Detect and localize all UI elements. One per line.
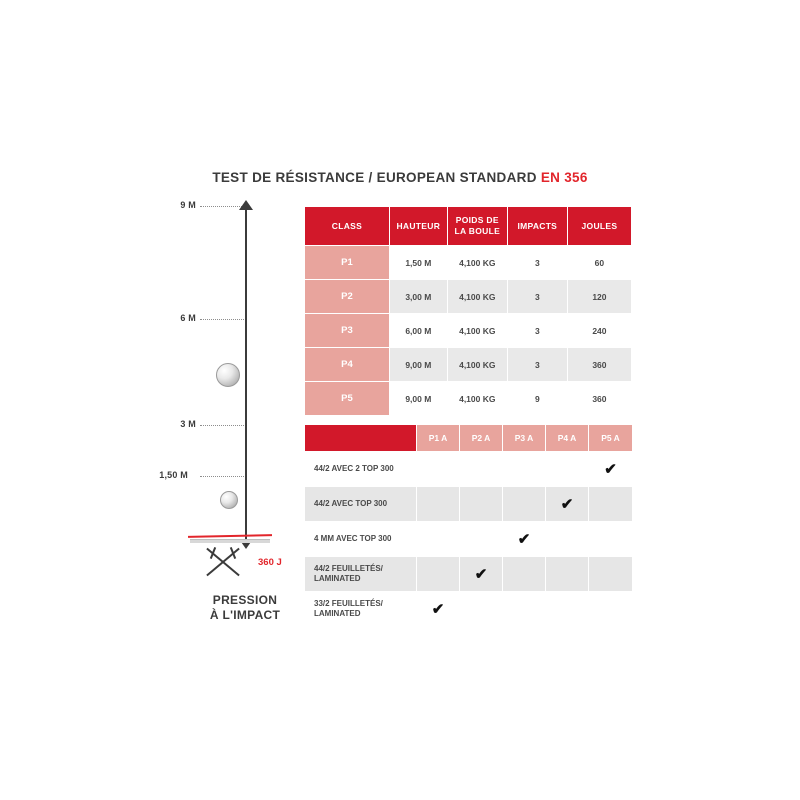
- steel-ball-small-icon: [220, 491, 238, 509]
- cell-impacts: 3: [507, 348, 567, 382]
- cell-joules: 360: [567, 348, 631, 382]
- cell-poids: 4,100 KG: [447, 382, 507, 416]
- class-table: [304, 206, 632, 416]
- matrix-col-p5a: P5 A: [589, 425, 633, 452]
- matrix-cell: [460, 592, 503, 627]
- table-row: [305, 348, 632, 382]
- col-header-hauteur: [389, 207, 447, 246]
- cell-hauteur: 3,00 M: [389, 280, 447, 314]
- matrix-cell-checked: ✔: [503, 522, 546, 557]
- impact-energy-label: 360 J: [258, 557, 282, 568]
- cell-impacts: 3: [507, 280, 567, 314]
- scale-label-6m: 6 M: [180, 313, 196, 323]
- matrix-cell: [589, 487, 633, 522]
- matrix-row-label: [305, 487, 417, 522]
- matrix-cell: [503, 592, 546, 627]
- matrix-cell-checked: ✔: [460, 557, 503, 592]
- title-standard: EN 356: [540, 170, 588, 185]
- col-header-class-l1: CLASS: [331, 220, 363, 231]
- matrix-cell: [546, 522, 589, 557]
- col-header-hauteur-l1: HAUTEUR: [396, 220, 441, 231]
- matrix-row-label: [305, 557, 417, 592]
- matrix-cell: [589, 557, 633, 592]
- scale-dots-6m: [200, 319, 244, 320]
- cell-impacts: 9: [507, 382, 567, 416]
- pressure-caption-line2: À L'IMPACT: [209, 608, 281, 622]
- col-header-impacts-l1: IMPACTS: [517, 220, 558, 231]
- matrix-cell: [503, 452, 546, 487]
- matrix-row-label-l1: 4 MM AVEC TOP 300: [314, 534, 392, 543]
- cell-hauteur: 6,00 M: [389, 314, 447, 348]
- scale-dots-150m: [200, 476, 244, 477]
- cell-class: P3: [305, 314, 390, 348]
- steel-ball-large-icon: [216, 363, 240, 387]
- matrix-row-label-l1: 44/2 FEUILLETÉS/: [314, 564, 383, 573]
- cell-joules: 120: [567, 280, 631, 314]
- matrix-cell: [417, 522, 460, 557]
- matrix-cell: [460, 522, 503, 557]
- page-title: [190, 170, 610, 185]
- matrix-cell: [460, 487, 503, 522]
- table-row: [305, 382, 632, 416]
- cell-hauteur: 9,00 M: [389, 348, 447, 382]
- scale-dots-3m: [200, 425, 244, 426]
- cell-joules: 240: [567, 314, 631, 348]
- matrix-cell: [589, 592, 633, 627]
- matrix-row-label-l1: 44/2 AVEC 2 TOP 300: [314, 464, 394, 473]
- title-main: TEST DE RÉSISTANCE / EUROPEAN STANDARD: [212, 170, 541, 185]
- pressure-caption: [175, 593, 315, 623]
- cell-joules: 60: [567, 246, 631, 280]
- matrix-cell-checked: ✔: [589, 452, 633, 487]
- cell-impacts: 3: [507, 246, 567, 280]
- matrix-cell: [503, 557, 546, 592]
- col-header-impacts: [507, 207, 567, 246]
- matrix-row-label-l1: 44/2 AVEC TOP 300: [314, 499, 388, 508]
- impact-crack-icon: [202, 547, 242, 577]
- matrix-row-label-l2: LAMINATED: [314, 574, 361, 583]
- matrix-cell: [417, 452, 460, 487]
- table-header-row: [305, 207, 632, 246]
- table-row: [305, 280, 632, 314]
- scale-dots-9m: [200, 206, 244, 207]
- cell-class: P4: [305, 348, 390, 382]
- table-row: [305, 592, 633, 627]
- table-row: [305, 452, 633, 487]
- product-class-matrix-table: [304, 424, 633, 627]
- cell-joules: 360: [567, 382, 631, 416]
- col-header-poids: [447, 207, 507, 246]
- col-header-joules: [567, 207, 631, 246]
- cell-poids: 4,100 KG: [447, 348, 507, 382]
- col-header-poids-l1: POIDS DE: [455, 215, 499, 225]
- matrix-header-row: [305, 425, 633, 452]
- table-row: [305, 557, 633, 592]
- matrix-cell: [546, 592, 589, 627]
- matrix-row-label: [305, 522, 417, 557]
- matrix-col-p1a: P1 A: [417, 425, 460, 452]
- matrix-col-p4a: P4 A: [546, 425, 589, 452]
- axis-line: [245, 208, 247, 546]
- col-header-class: [305, 207, 390, 246]
- pressure-caption-line1: PRESSION: [212, 593, 278, 607]
- cell-hauteur: 1,50 M: [389, 246, 447, 280]
- height-scale-diagram: [150, 195, 290, 635]
- cell-class: P1: [305, 246, 390, 280]
- col-header-poids-l2: LA BOULE: [454, 226, 501, 236]
- cell-hauteur: 9,00 M: [389, 382, 447, 416]
- scale-label-150m: 1,50 M: [159, 470, 188, 480]
- matrix-cell: [546, 452, 589, 487]
- cell-impacts: 3: [507, 314, 567, 348]
- matrix-cell: [546, 557, 589, 592]
- scale-label-3m: 3 M: [180, 419, 196, 429]
- table-row: [305, 246, 632, 280]
- matrix-col-p3a: P3 A: [503, 425, 546, 452]
- matrix-cell: [503, 487, 546, 522]
- cell-poids: 4,100 KG: [447, 314, 507, 348]
- matrix-cell: [417, 557, 460, 592]
- cell-class: P2: [305, 280, 390, 314]
- glass-pane-icon: [188, 533, 272, 543]
- table-row: [305, 314, 632, 348]
- cell-poids: 4,100 KG: [447, 246, 507, 280]
- col-header-joules-l1: JOULES: [581, 220, 618, 231]
- matrix-col-p2a: P2 A: [460, 425, 503, 452]
- matrix-cell: [417, 487, 460, 522]
- matrix-row-label: [305, 592, 417, 627]
- matrix-cell: [460, 452, 503, 487]
- matrix-corner-cell: [305, 425, 417, 452]
- table-row: [305, 522, 633, 557]
- matrix-cell-checked: ✔: [546, 487, 589, 522]
- cell-class: P5: [305, 382, 390, 416]
- matrix-row-label-l1: 33/2 FEUILLETÉS/: [314, 599, 383, 608]
- cell-poids: 4,100 KG: [447, 280, 507, 314]
- matrix-cell-checked: ✔: [417, 592, 460, 627]
- matrix-row-label: [305, 452, 417, 487]
- matrix-row-label-l2: LAMINATED: [314, 609, 361, 618]
- matrix-cell: [589, 522, 633, 557]
- scale-label-9m: 9 M: [180, 200, 196, 210]
- table-row: [305, 487, 633, 522]
